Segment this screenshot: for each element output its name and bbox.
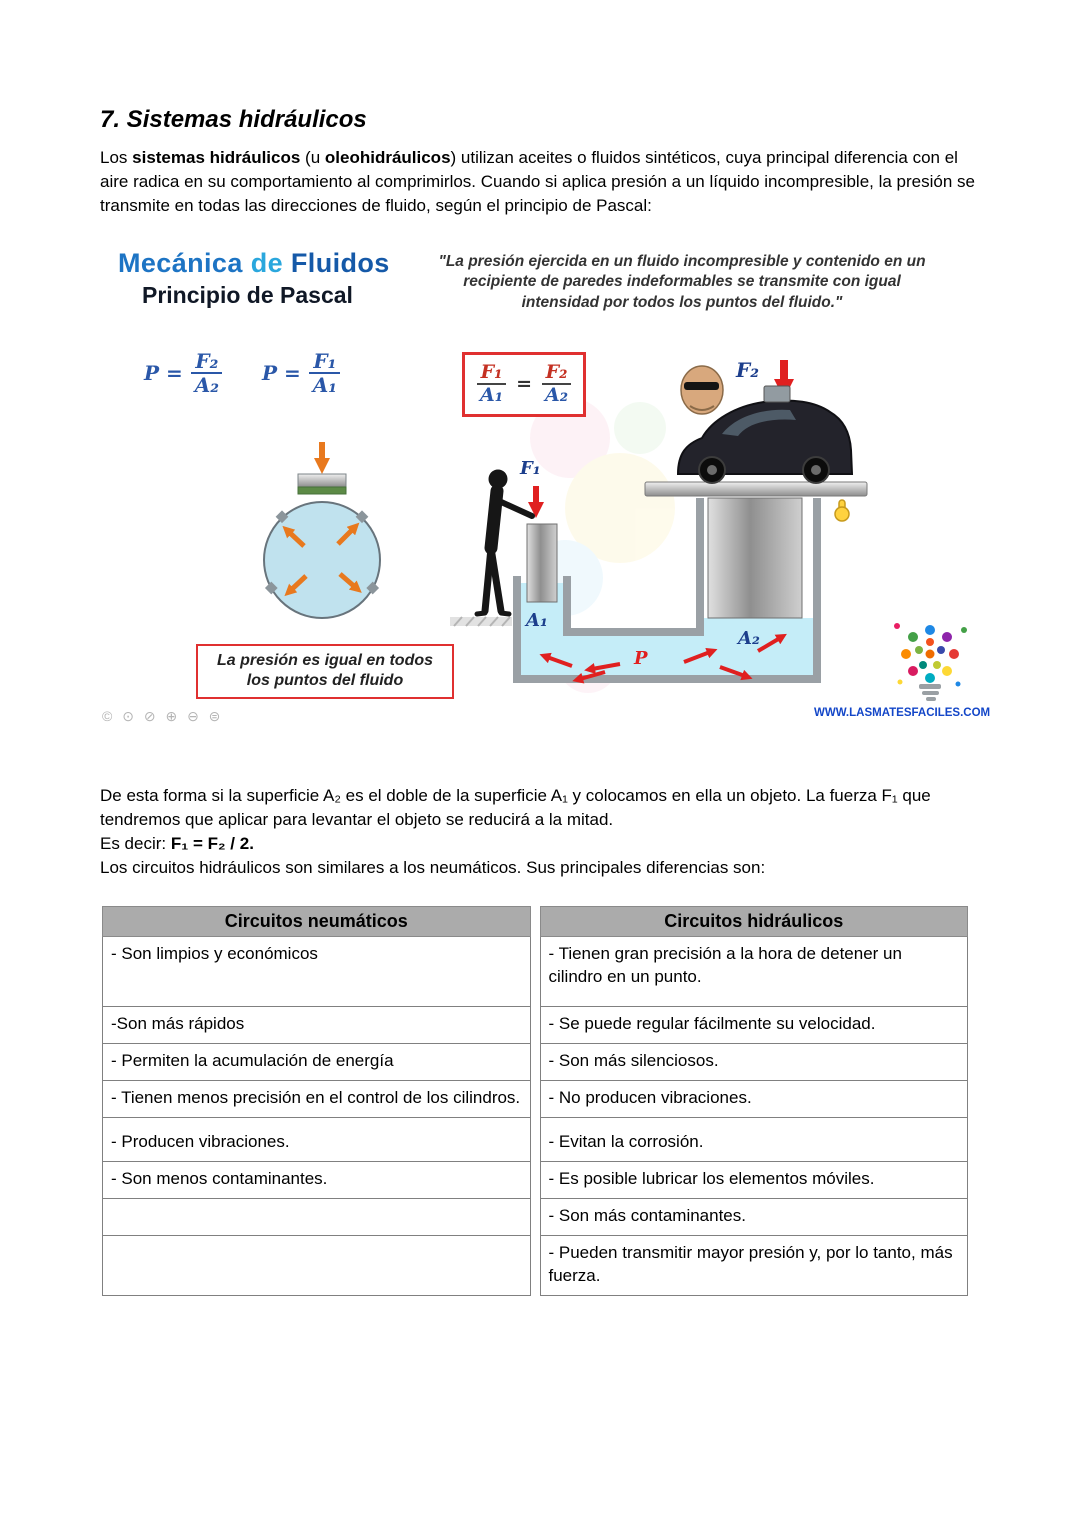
label-f2: F₂: [736, 358, 759, 382]
explanation-line: Es decir: F₁ = F₂ / 2.: [100, 834, 254, 853]
table-row: [102, 1044, 968, 1081]
intro-text: (u: [300, 148, 325, 167]
sunglasses: [684, 382, 719, 390]
small-piston: [298, 474, 346, 487]
table-header-hidraulicos: Circuitos hidráulicos: [540, 906, 969, 937]
cc-license-icons: © ⊙ ⊘ ⊕ ⊖ ⊜: [102, 708, 224, 724]
pressure-circle-diagram: [264, 442, 380, 618]
label-f1: F₁: [520, 458, 541, 479]
pressure-formula-f1a1: P = $\frac{\text{F₁}}{\text{A₁}}$: [262, 350, 341, 397]
website-watermark: WWW.LASMATESFACILES.COM: [814, 707, 991, 719]
lift-platform: [645, 482, 867, 496]
table-cell: - Pueden transmitir mayor presión y, por lo tanto, más fuerza.: [540, 1236, 969, 1296]
label-a2: A₂: [738, 628, 760, 649]
figure-caption-box: La presión es igual en todos los puntos del fluido: [196, 644, 454, 699]
label-p: P: [634, 648, 648, 669]
table-row: [102, 1081, 968, 1118]
table-row: [102, 1007, 968, 1044]
table-row: [102, 1118, 968, 1162]
small-press-piston: [527, 524, 557, 602]
section-heading: 7. Sistemas hidráulicos: [100, 106, 367, 133]
explanation-line: Los circuitos hidráulicos son similares a los neumáticos. Sus principales diferencias son:: [100, 858, 766, 877]
explanation-paragraph: [100, 784, 980, 880]
table-cell: - Son más silenciosos.: [540, 1044, 969, 1081]
person-arm: [499, 501, 532, 516]
table-cell: - Producen vibraciones.: [102, 1118, 531, 1162]
table-cell: - Se puede regular fácilmente su velocidad.: [540, 1007, 969, 1044]
pascal-principle-quote: "La presión ejercida en un fluido incompresible y contenido en un recipiente de paredes indeformables se transmite con igual intensidad por todos los puntos del fluido.": [438, 253, 926, 311]
hand-cursor-icon: [835, 500, 849, 521]
driver-head: [681, 366, 723, 414]
table-row: [102, 1199, 968, 1236]
intro-paragraph: [100, 146, 980, 218]
table-cell: - Son limpios y económicos: [102, 937, 531, 1007]
table-cell: - Es posible lubricar los elementos móviles.: [540, 1162, 969, 1199]
label-a1: A₁: [526, 610, 548, 631]
ground-hatch: [450, 617, 512, 626]
car-figure: [678, 366, 852, 483]
intro-bold-term: oleohidráulicos: [324, 148, 451, 167]
figure-title: Mecánica de Fluidos: [118, 248, 390, 278]
table-cell: - Son más contaminantes.: [540, 1199, 969, 1236]
intro-bold-term: sistemas hidráulicos: [132, 148, 301, 167]
intro-text: ) utilizan aceites o fluidos sintéticos, cuya principal diferencia con el aire radica en su comportamiento al comprimirlos. Cuando si aplica presión a un líquido incompresible, la presión se transmite en todas las direcciones de fluido, según el principio de Pascal:: [100, 148, 975, 215]
pascal-equation-box: $\frac{\text{F₁}}{\text{A₁}}$ = $\frac{\text{F₂}}{\text{A₂}}$: [462, 352, 586, 417]
table-row: [102, 1162, 968, 1199]
table-cell: - Permiten la acumulación de energía: [102, 1044, 531, 1081]
table-cell: - No producen vibraciones.: [540, 1081, 969, 1118]
table-cell: - Evitan la corrosión.: [540, 1118, 969, 1162]
table-cell: -Son más rápidos: [102, 1007, 531, 1044]
table-cell: [102, 1199, 531, 1236]
engine-blower: [764, 386, 790, 402]
table-row: [102, 937, 968, 1007]
lightbulb-logo-icon: [894, 623, 967, 701]
comparison-table: [93, 906, 977, 1296]
table-cell: - Tienen gran precisión a la hora de detener un cilindro en un punto.: [540, 937, 969, 1007]
explanation-line: De esta forma si la superficie A₂ es el doble de la superficie A₁ y colocamos en ella un objeto. La fuerza F₁ que tendremos que aplicar para levantar el objeto se reducirá a la mitad.: [100, 786, 931, 829]
table-cell: - Tienen menos precisión en el control de los cilindros.: [102, 1081, 531, 1118]
table-cell: [102, 1236, 531, 1296]
formula-bold-text: F₁ = F₂ / 2.: [170, 834, 254, 853]
table-row: [102, 1236, 968, 1296]
table-header-neumaticos: Circuitos neumáticos: [102, 906, 531, 937]
large-press-piston: [708, 498, 802, 618]
intro-text: Los: [100, 148, 133, 167]
table-cell: - Son menos contaminantes.: [102, 1162, 531, 1199]
pascal-principle-figure: [100, 248, 991, 736]
pressure-formula-f2a2: P = $\frac{\text{F₂}}{\text{A₂}}$: [144, 350, 223, 397]
table-header-row: [102, 906, 968, 937]
figure-subtitle: Principio de Pascal: [142, 282, 353, 308]
